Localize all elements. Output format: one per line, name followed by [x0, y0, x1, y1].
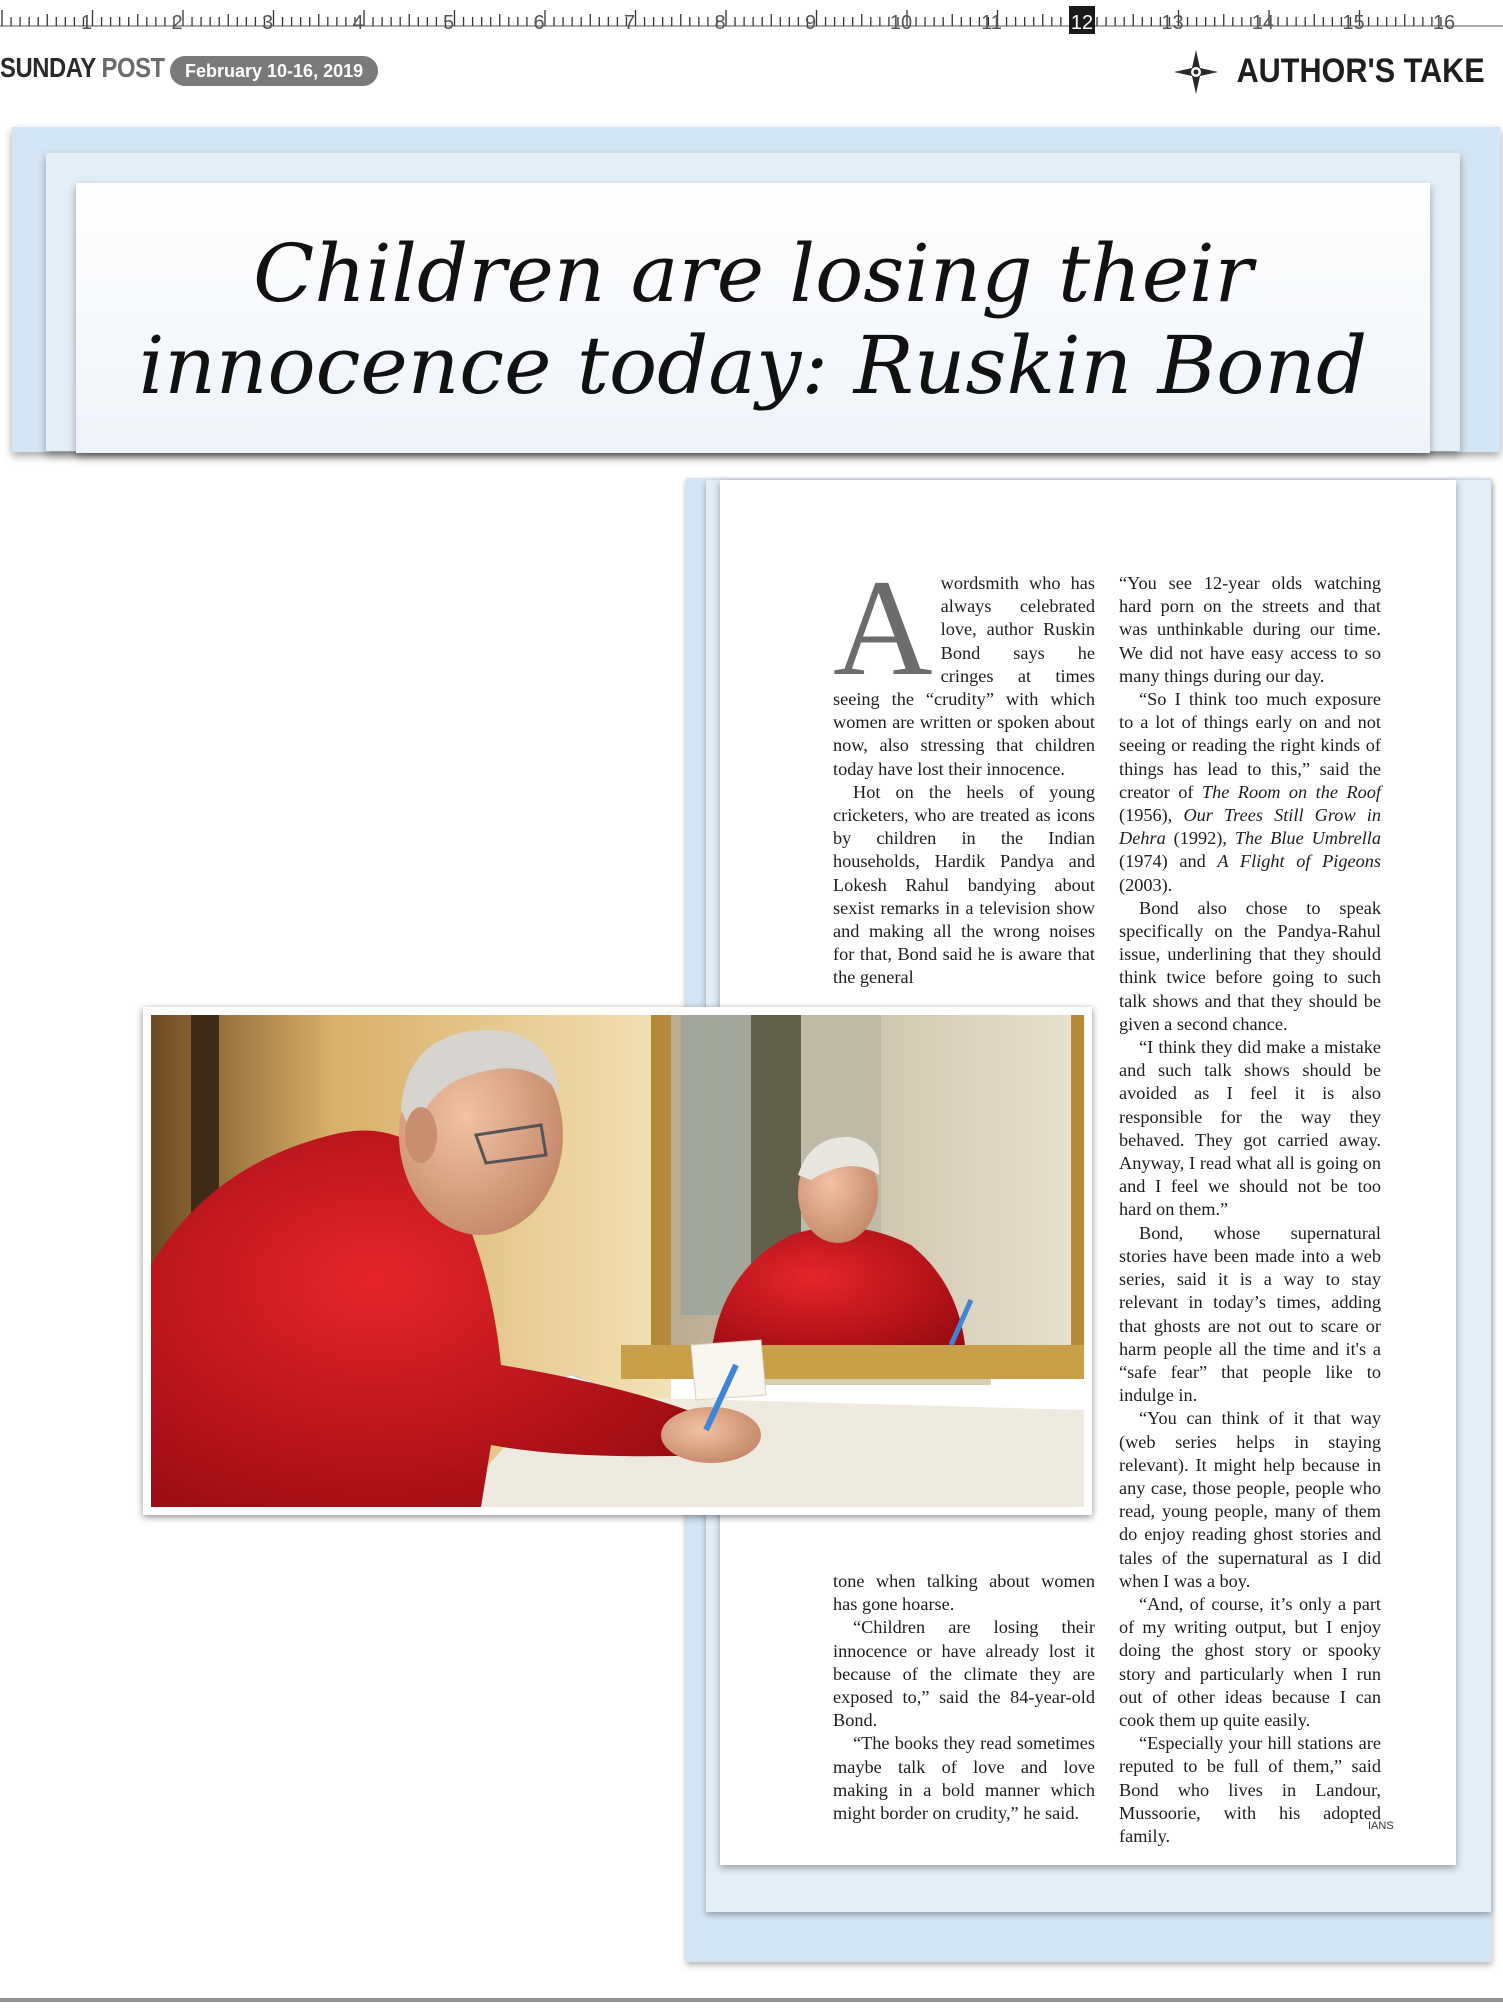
ruler-number: 16 [1432, 12, 1456, 34]
book-title: A Flight of Pigeons [1217, 851, 1381, 872]
ruler-number: 8 [714, 12, 726, 34]
ruler-number: 9 [804, 12, 817, 34]
ruler-number: 15 [1342, 12, 1365, 34]
article-paragraph: wordsmith who has always celebrated love, author Ruskin Bond says he cringes at times seeing the “crudity” with which women are written or spoken about now, also stressing that children today have lost their innocence. [833, 573, 1095, 779]
article-paragraph: Bond, whose supernatural stories have been made into a web series, said it is a way to stay relevant in today’s times, adding that ghosts are not out to scare or harm people all the time and it's a “safe fear” that people like to indulge in. [1119, 1222, 1381, 1406]
ruler-number: 14 [1251, 12, 1275, 34]
article-paragraph: Hot on the heels of young cricketers, who are treated as icons by children in the Indian households, Hardik Pandya and Lokesh Rahul bandying about sexist remarks in a television show and making all the wrong noises for that, Bond said he is aware that the general [833, 781, 1095, 988]
article-paragraph: “You can think of it that way (web series helps in staying relevant). It might help because in any case, those people, people who read, young people, many of them do enjoy reading ghost stories and tales of the supernatural as I did when I was a boy. [1119, 1408, 1381, 1591]
article-column-1-bottom [833, 1570, 1095, 1825]
headline-line-2: innocence today: Ruskin Bond [138, 319, 1368, 412]
drop-cap: A [833, 551, 933, 704]
article-paragraph: “I think they did make a mistake and such talk shows should be avoided as I feel it is also responsible for the way they behaved. They got carried away. Anyway, I read what all is going on and I feel we should not be too hard on them.” [1119, 1037, 1381, 1220]
issue-date-badge: February 10-16, 2019 [170, 56, 378, 86]
book-year: (1992), [1165, 828, 1235, 849]
article-paragraph: “The books they read sometimes maybe talk of love and love making in a bold manner which might border on crudity,” he said. [833, 1733, 1095, 1824]
compass-star-icon [1174, 50, 1218, 94]
book-title: The Room on the Roof [1201, 781, 1381, 802]
ruler-number: 11 [981, 12, 1002, 34]
books-lead-text: “So I think too much exposure to a lot of things early on and not seeing or reading the right kinds of things has lead to this,” said the creator of [1119, 689, 1381, 802]
page-ruler [0, 0, 1503, 38]
article-column-1-top [833, 551, 1095, 990]
ruler-number: 10 [889, 12, 913, 34]
book-title: The Blue Umbrella [1234, 828, 1381, 849]
masthead [0, 52, 165, 84]
ruler-number: 3 [261, 12, 274, 34]
article-paragraph: “You see 12-year olds watching hard porn on the streets and that was unthinkable during our time. We did not have easy access to so many things during our day. [1119, 573, 1381, 686]
ruler-number: 12 [1070, 12, 1094, 34]
ruler-number: 7 [623, 12, 636, 34]
page-bottom-rule [0, 1998, 1503, 2002]
article-paragraph-books [1119, 688, 1381, 897]
section-title: AUTHOR'S TAKE [1236, 52, 1485, 90]
book-year: (1974) and [1119, 851, 1218, 872]
headline-line-1: Children are losing their [253, 227, 1253, 320]
ruler-number: 4 [352, 12, 364, 34]
article-paragraph: Bond also chose to speak specifically on the Pandya-Rahul issue, underlining that they should think twice before going to such talk shows and that they should be given a second chance. [1119, 897, 1381, 1034]
article-paragraph: tone when talking about women has gone hoarse. [833, 1571, 1095, 1615]
author-photo [151, 1015, 1084, 1507]
headline [76, 228, 1430, 412]
brand-sunday: SUNDAY [0, 52, 96, 83]
photo-frame [143, 1007, 1092, 1515]
brand-post: POST [101, 52, 165, 83]
article-paragraph: “And, of course, it’s only a part of my writing output, but I enjoy doing the ghost story or spooky story and particularly when I run out of other ideas because I can cook them up quite easily. [1119, 1593, 1381, 1730]
ruler-number: 13 [1161, 12, 1184, 34]
book-year: (1956), [1119, 805, 1184, 826]
article-column-2 [1119, 572, 1381, 1848]
article-paragraph: “Especially your hill stations are reputed to be full of them,” said Bond who lives in Landour, Mussoorie, with his adopted family. [1119, 1733, 1381, 1846]
article-paragraph: “Children are losing their innocence or have already lost it because of the climate they are exposed to,” said the 84-year-old Bond. [833, 1617, 1095, 1731]
ruler-number: 2 [171, 12, 183, 34]
news-source-credit: IANS [1368, 1820, 1394, 1832]
ruler-number: 5 [442, 12, 455, 34]
ruler-number: 1 [80, 12, 93, 34]
book-year: (2003). [1119, 874, 1173, 895]
ruler-number: 6 [533, 12, 545, 34]
book-title: Our Trees Still Grow in Dehra [1119, 805, 1381, 849]
